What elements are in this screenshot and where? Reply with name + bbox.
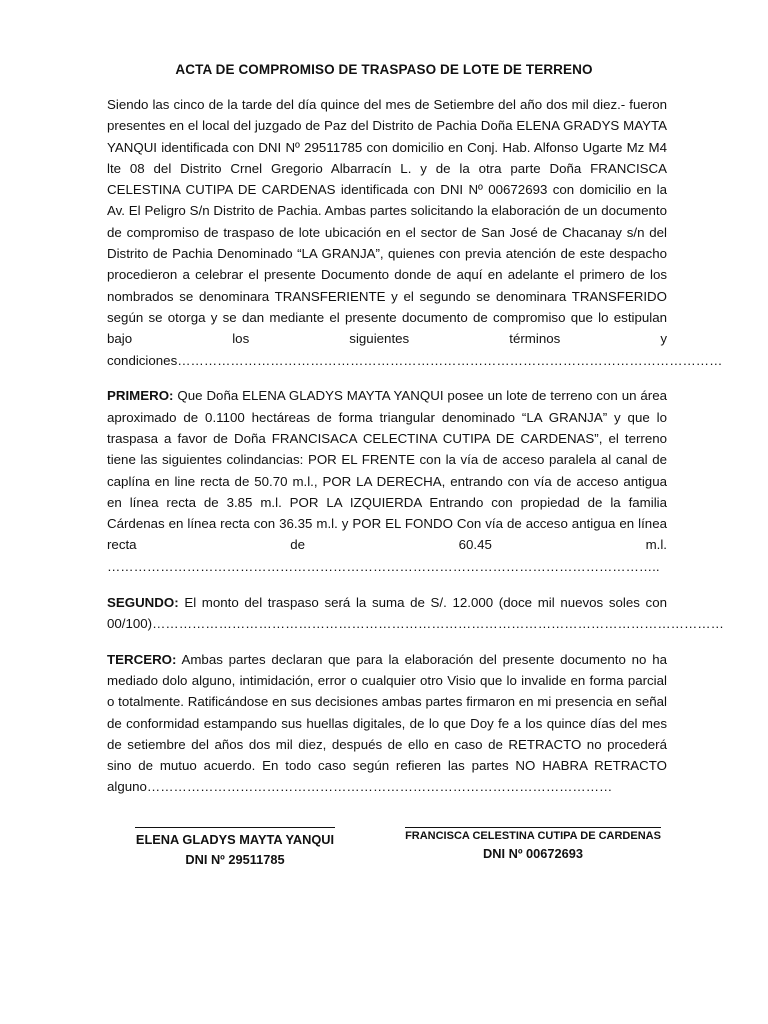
signature-dni-right: DNI Nº 00672693	[482, 846, 583, 861]
signature-line-left	[135, 816, 335, 828]
clause-primero-text: Que Doña ELENA GLADYS MAYTA YANQUI posee un lote de terreno con un área aproximado de 0.1100 hectáreas de forma triangular denominado “LA GRANJA” y que lo traspasa a favor de Doña FRANCISACA CELECTINA CUTIPA DE CARDENAS”, el terreno tiene las siguientes colindancias: POR EL FRENTE con la vía de acceso paralela al canal de caplína en line recta de 50.70 m.l., POR LA DERECHA, entrando con vía de acceso antigua en línea recta de 3.85 m.l. POR LA IZQUIERDA Entrando con propiedad de la familia Cárdenas en línea recta con 36.35 m.l. y POR EL FONDO Con vía de acceso antigua en línea recta de 60.45 m.l. ……………………………………………………………………………………………………………..	[107, 388, 667, 574]
document-title: ACTA DE COMPROMISO DE TRASPASO DE LOTE DE TERRENO	[175, 62, 593, 77]
clause-primero	[107, 385, 667, 577]
clause-segundo-text: El monto del traspaso será la suma de S/. 12.000 (doce mil nuevos soles con 00/100)…………………………………………………………………………………………………………………	[107, 594, 724, 631]
intro-paragraph: Siendo las cinco de la tarde del día quince del mes de Setiembre del año dos mil diez.- fueron presentes en el local del juzgado de Paz del Distrito de Pachia Doña ELENA GRADYS MAYTA YANQUI identificada con DNI Nº 29511785 con domicilio en Conj. Hab. Alfonso Ugarte Mz M4 lte 08 del Distrito Crnel Gregorio Albarracín L. y de la otra parte Doña FRANCISCA CELESTINA CUTIPA DE CARDENAS identificada con DNI Nº 00672693 con domicilio en la Av. El Peligro S/n Distrito de Pachia. Ambas partes solicitando la elaboración de un documento de compromiso de traspaso de lote ubicación en el sector de San José de Chacanay s/n del Distrito de Pachia Denominado “LA GRANJA”, quienes con previa atención de este despacho procedieron a celebrar el presente Documento donde de aquí en adelante el primero de los nombrados se denominara TRANSFERIENTE y el segundo se denominara TRANSFERIDO según se otorga y se dan mediante el presente documento de compromiso que lo estipulan bajo los siguientes términos y condiciones……………………………………………………………………………………………………………	[107, 97, 723, 368]
clause-tercero-text: Ambas partes declaran que para la elaboración del presente documento no ha mediado dolo alguno, intimidación, error o cualquier otro Visio que lo invalide en forma parcial o totalmente. Ratificándose en sus decisiones ambas partes firmaron en mi presencia en señal de conformidad estampando sus huellas digitales, de lo que Doy fe a los quince días del mes de setiembre del años dos mil diez, después de ello en caso de RETRACTO no procederá sino de mutuo acuerdo. En todo caso según refieren las partes NO HABRA RETRACTO alguno……………………………………………………………………………………………	[107, 651, 667, 795]
clause-segundo	[107, 592, 724, 635]
clause-tercero	[107, 649, 667, 798]
clause-tercero-label: TERCERO:	[107, 651, 177, 667]
clause-segundo-label: SEGUNDO:	[107, 594, 179, 610]
signature-block-left	[120, 816, 350, 867]
signature-block-right	[398, 816, 668, 861]
signature-name-left: ELENA GLADYS MAYTA YANQUI	[135, 832, 335, 847]
document-body	[107, 94, 724, 812]
signature-line-right	[405, 816, 661, 828]
signature-name-right: FRANCISCA CELESTINA CUTIPA DE CARDENAS	[405, 830, 661, 842]
signature-dni-left: DNI Nº 29511785	[185, 852, 285, 867]
clause-primero-label: PRIMERO:	[107, 388, 174, 404]
